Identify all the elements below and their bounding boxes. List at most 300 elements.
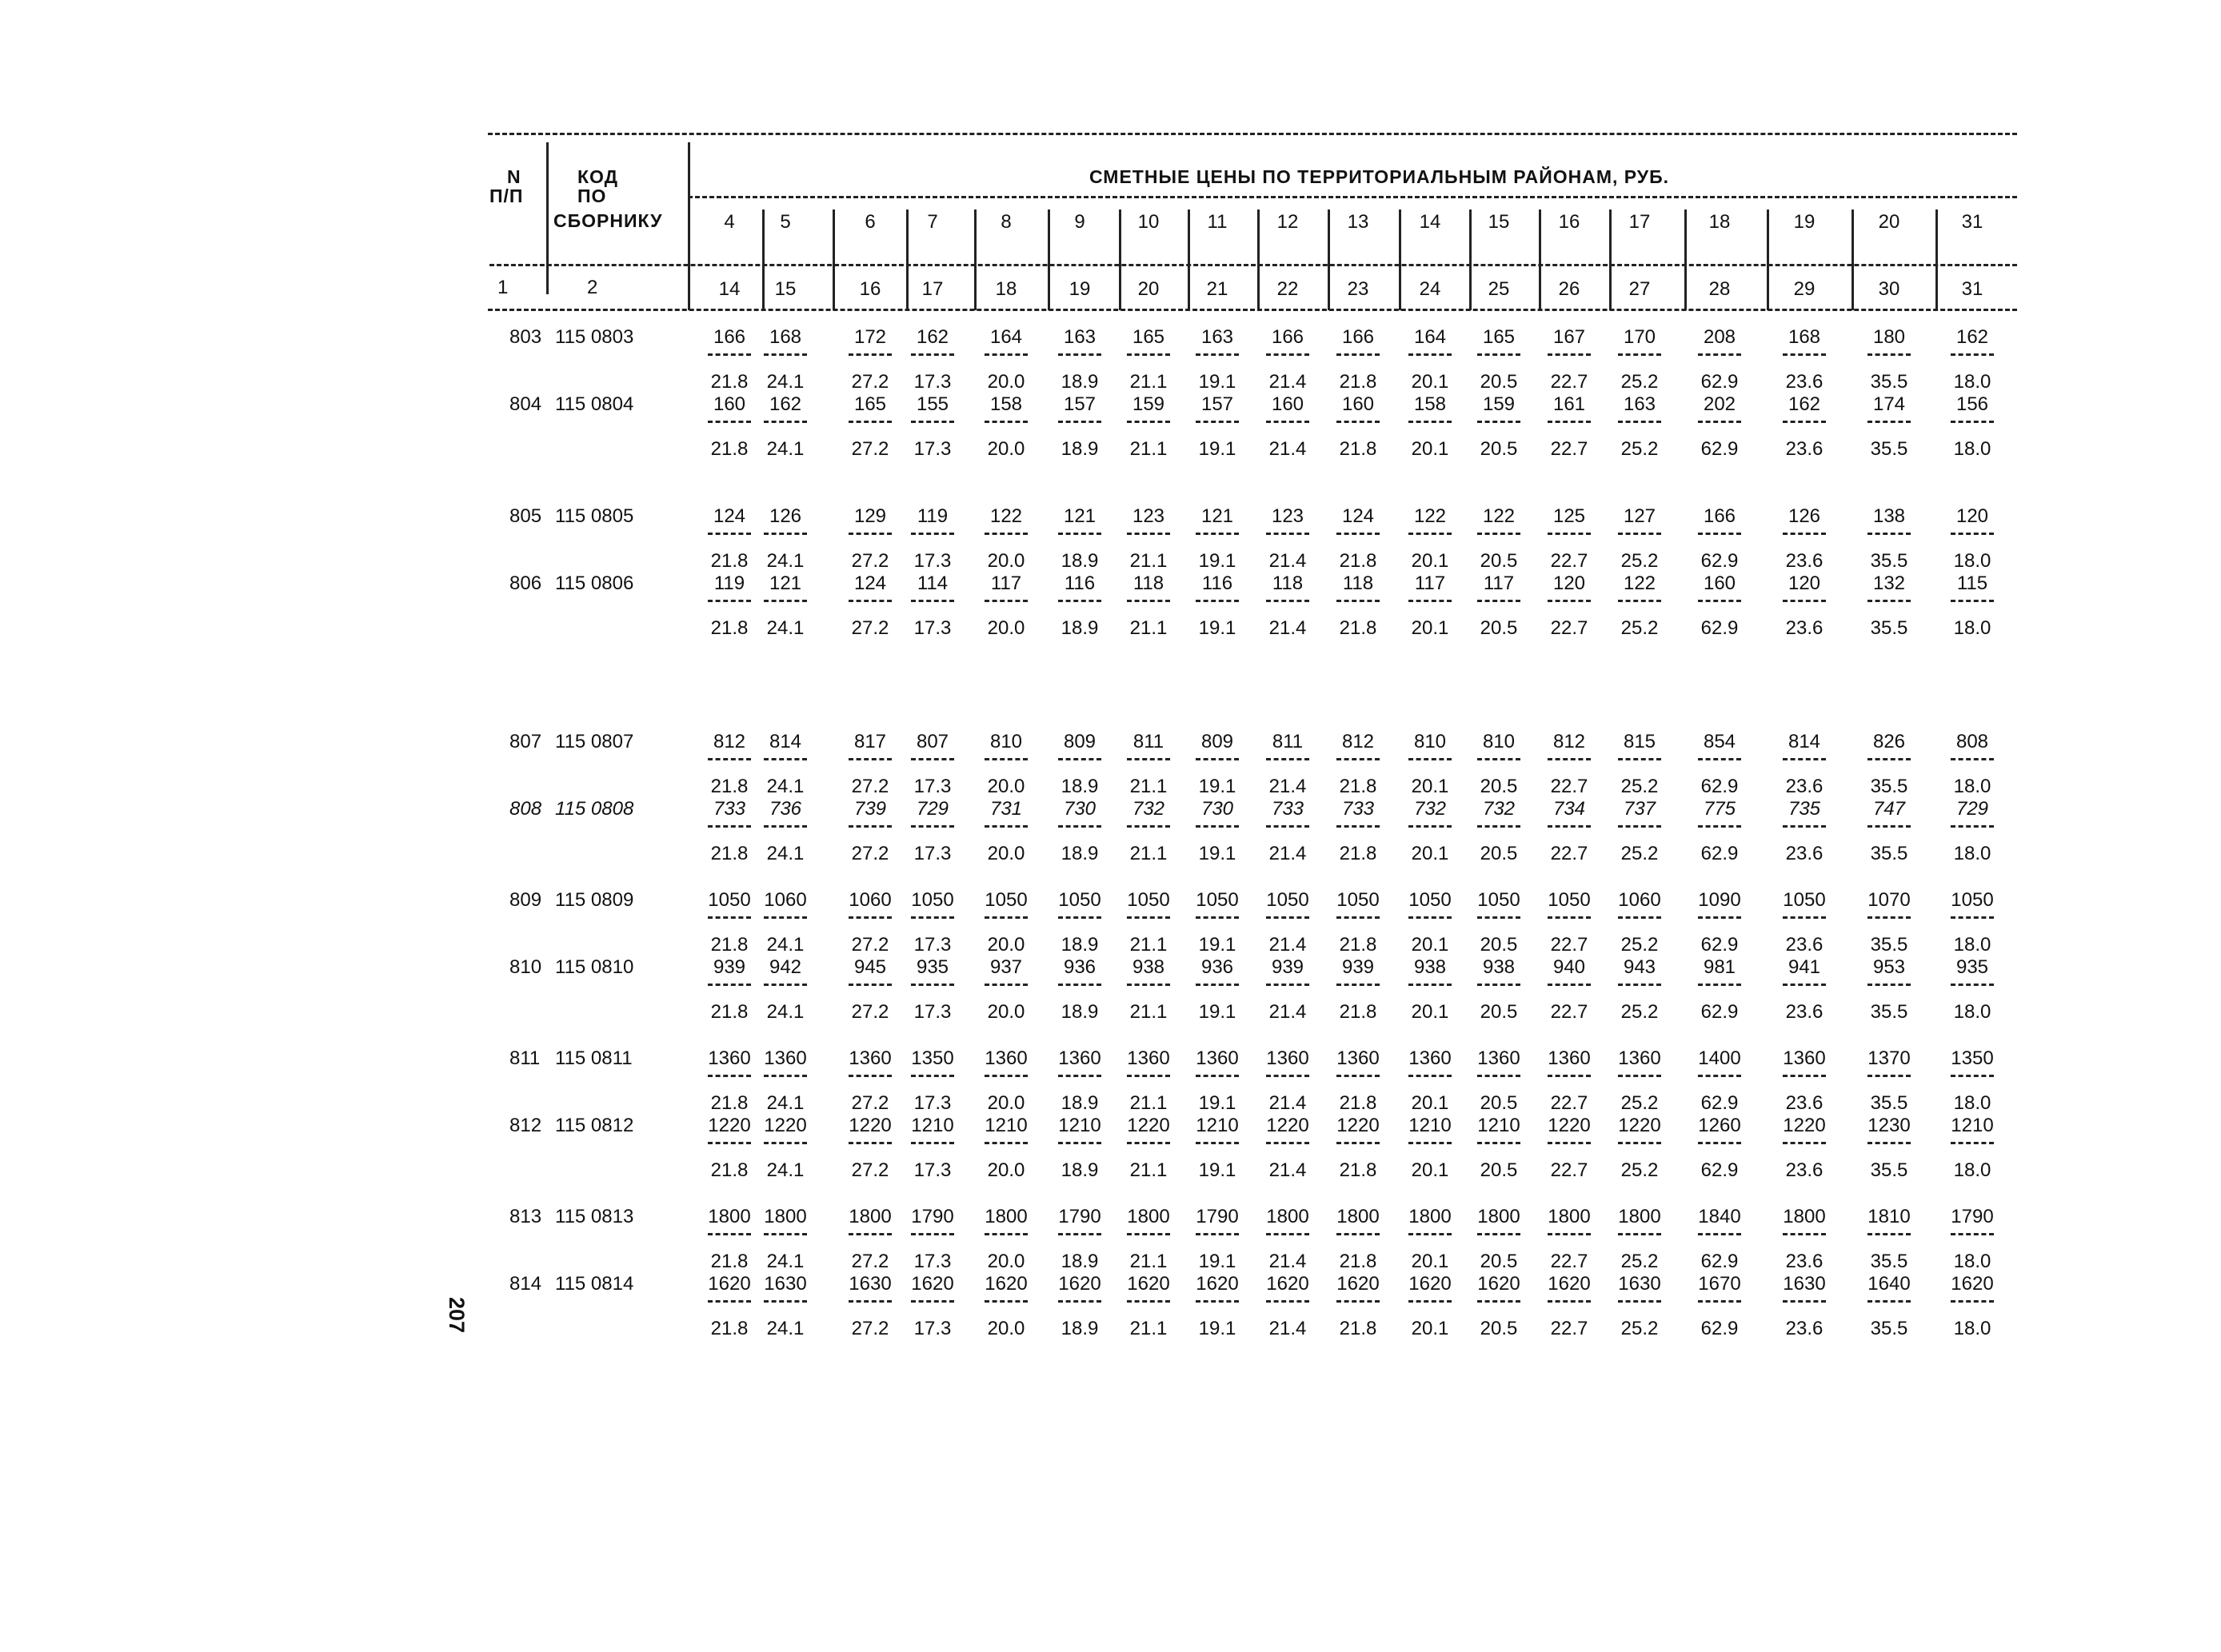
coefficient-cell: 35.5: [1870, 550, 1908, 572]
price-cell: 116: [1064, 573, 1096, 594]
fraction-bar: [708, 984, 751, 986]
coefficient-cell: 22.7: [1550, 1251, 1588, 1272]
coefficient-cell: 21.8: [1339, 438, 1377, 460]
fraction-bar: [1058, 353, 1101, 356]
fraction-bar: [985, 1300, 1028, 1303]
price-cell: 1210: [911, 1115, 954, 1136]
price-cell: 1800: [1618, 1206, 1661, 1227]
district-index: 27: [1628, 278, 1651, 300]
coefficient-cell: 20.5: [1480, 934, 1518, 956]
fraction-bar: [1698, 600, 1741, 602]
price-cell: 163: [1623, 393, 1656, 415]
fraction-bar: [1127, 1142, 1170, 1144]
district-index: 20: [1137, 278, 1160, 300]
coefficient-cell: 20.5: [1480, 843, 1518, 864]
coefficient-cell: 27.2: [851, 776, 889, 797]
price-cell: 814: [769, 731, 802, 752]
coefficient-cell: 17.3: [913, 1318, 952, 1339]
price-cell: 126: [1788, 505, 1821, 527]
price-cell: 1220: [1783, 1115, 1826, 1136]
fraction-bar: [1058, 984, 1101, 986]
coefficient-cell: 22.7: [1550, 550, 1588, 572]
fraction-bar: [1336, 600, 1380, 602]
coefficient-cell: 21.8: [1339, 1318, 1377, 1339]
index-rule: [489, 264, 2017, 266]
price-cell: 1790: [911, 1206, 954, 1227]
price-cell: 939: [1271, 956, 1304, 978]
row-number: 809: [509, 889, 542, 911]
coefficient-cell: 20.1: [1411, 617, 1449, 639]
coefficient-cell: 62.9: [1700, 550, 1739, 572]
price-cell: 166: [1341, 326, 1375, 348]
coefficient-cell: 21.1: [1129, 617, 1168, 639]
price-cell: 1620: [1058, 1273, 1101, 1295]
district-divider: [1767, 209, 1769, 310]
price-cell: 172: [853, 326, 887, 348]
coefficient-cell: 22.7: [1550, 1001, 1588, 1023]
price-cell: 1670: [1698, 1273, 1741, 1295]
coefficient-cell: 18.9: [1061, 371, 1099, 393]
coefficient-cell: 25.2: [1620, 438, 1659, 460]
header-bottom-rule: [488, 309, 2017, 311]
coefficient-cell: 25.2: [1620, 1251, 1659, 1272]
fraction-bar: [1698, 353, 1741, 356]
district-index: 31: [1961, 278, 1983, 300]
coefficient-cell: 35.5: [1870, 1318, 1908, 1339]
price-cell: 138: [1872, 505, 1906, 527]
price-cell: 940: [1552, 956, 1586, 978]
fraction-bar: [1867, 1075, 1911, 1077]
price-cell: 121: [1063, 505, 1097, 527]
district-number: 15: [1488, 211, 1510, 233]
coefficient-cell: 20.1: [1411, 843, 1449, 864]
coefficient-cell: 20.1: [1411, 550, 1449, 572]
price-cell: 938: [1413, 956, 1447, 978]
coefficient-cell: 21.1: [1129, 843, 1168, 864]
price-cell: 118: [1272, 573, 1304, 594]
coefficient-cell: 17.3: [913, 843, 952, 864]
fraction-bar: [1951, 984, 1994, 986]
price-cell: 1360: [1477, 1047, 1520, 1069]
coefficient-cell: 17.3: [913, 776, 952, 797]
fraction-bar: [1783, 1300, 1826, 1303]
row-number: 810: [509, 956, 542, 978]
coefficient-cell: 21.8: [710, 617, 749, 639]
coefficient-cell: 19.1: [1198, 550, 1236, 572]
fraction-bar: [1548, 916, 1591, 919]
price-cell: 161: [1552, 393, 1586, 415]
price-cell: 180: [1872, 326, 1906, 348]
price-cell: 1220: [1266, 1115, 1309, 1136]
table-title: СМЕТНЫЕ ЦЕНЫ ПО ТЕРРИТОРИАЛЬНЫМ РАЙОНАМ, РУБ.: [1089, 166, 1670, 187]
price-cell: 1630: [849, 1273, 892, 1295]
fraction-bar: [985, 916, 1028, 919]
fraction-bar: [1618, 600, 1661, 602]
price-cell: 937: [989, 956, 1023, 978]
price-cell: 729: [1955, 798, 1989, 820]
price-cell: 1810: [1867, 1206, 1911, 1227]
coefficient-cell: 21.1: [1129, 438, 1168, 460]
coefficient-cell: 20.5: [1480, 371, 1518, 393]
fraction-bar: [1408, 533, 1452, 535]
fraction-bar: [1127, 353, 1170, 356]
district-divider: [762, 209, 765, 310]
fraction-bar: [708, 533, 751, 535]
coefficient-cell: 27.2: [851, 843, 889, 864]
fraction-bar: [1867, 984, 1911, 986]
price-cell: 810: [1482, 731, 1516, 752]
price-cell: 1630: [764, 1273, 807, 1295]
fraction-bar: [1058, 600, 1101, 602]
fraction-bar: [1783, 916, 1826, 919]
coefficient-cell: 35.5: [1870, 371, 1908, 393]
price-cell: 127: [1623, 505, 1656, 527]
district-divider: [1469, 209, 1472, 310]
fraction-bar: [1548, 825, 1591, 828]
coefficient-cell: 62.9: [1700, 1092, 1739, 1114]
fraction-bar: [1698, 421, 1741, 423]
district-divider: [1851, 209, 1854, 310]
fraction-bar: [1867, 916, 1911, 919]
district-number: 14: [1419, 211, 1441, 233]
fraction-bar: [708, 1075, 751, 1077]
district-index: 18: [995, 278, 1017, 300]
coefficient-cell: 21.4: [1268, 1159, 1307, 1181]
fraction-bar: [849, 1233, 892, 1235]
coefficient-cell: 21.4: [1268, 1001, 1307, 1023]
price-cell: 114: [917, 573, 949, 594]
fraction-bar: [1951, 533, 1994, 535]
price-cell: 1060: [1618, 889, 1661, 911]
coefficient-cell: 24.1: [766, 371, 805, 393]
fraction-bar: [911, 1075, 954, 1077]
district-index: 19: [1069, 278, 1091, 300]
coefficient-cell: 23.6: [1785, 843, 1824, 864]
coefficient-cell: 20.0: [987, 1092, 1025, 1114]
price-cell: 812: [1552, 731, 1586, 752]
coefficient-cell: 35.5: [1870, 617, 1908, 639]
coefficient-cell: 62.9: [1700, 776, 1739, 797]
price-cell: 117: [990, 573, 1022, 594]
coefficient-cell: 20.0: [987, 934, 1025, 956]
fraction-bar: [1548, 1300, 1591, 1303]
price-cell: 157: [1063, 393, 1097, 415]
price-cell: 1090: [1698, 889, 1741, 911]
district-number: 12: [1276, 211, 1299, 233]
fraction-bar: [849, 1142, 892, 1144]
price-cell: 729: [916, 798, 949, 820]
coefficient-cell: 18.0: [1953, 1318, 1991, 1339]
price-cell: 1060: [764, 889, 807, 911]
district-number: 18: [1708, 211, 1731, 233]
coefficient-cell: 17.3: [913, 934, 952, 956]
coefficient-cell: 35.5: [1870, 1159, 1908, 1181]
coefficient-cell: 35.5: [1870, 843, 1908, 864]
price-cell: 808: [1955, 731, 1989, 752]
fraction-bar: [849, 600, 892, 602]
fraction-bar: [1867, 421, 1911, 423]
fraction-bar: [911, 533, 954, 535]
coefficient-cell: 27.2: [851, 1159, 889, 1181]
fraction-bar: [708, 916, 751, 919]
coefficient-cell: 18.9: [1061, 1159, 1099, 1181]
coefficient-cell: 20.1: [1411, 1092, 1449, 1114]
fraction-bar: [1408, 1142, 1452, 1144]
fraction-bar: [1266, 1300, 1309, 1303]
fraction-bar: [911, 1233, 954, 1235]
fraction-bar: [764, 1142, 807, 1144]
fraction-bar: [764, 421, 807, 423]
coefficient-cell: 23.6: [1785, 1001, 1824, 1023]
fraction-bar: [1336, 1075, 1380, 1077]
coefficient-cell: 25.2: [1620, 550, 1659, 572]
coefficient-cell: 20.1: [1411, 438, 1449, 460]
price-cell: 735: [1788, 798, 1821, 820]
price-cell: 1360: [1618, 1047, 1661, 1069]
fraction-bar: [1951, 353, 1994, 356]
coefficient-cell: 27.2: [851, 1251, 889, 1272]
fraction-bar: [1196, 1233, 1239, 1235]
header-divider: [546, 142, 549, 294]
fraction-bar: [1058, 421, 1101, 423]
coefficient-cell: 17.3: [913, 371, 952, 393]
district-divider: [1257, 209, 1260, 310]
coefficient-cell: 22.7: [1550, 1159, 1588, 1181]
fraction-bar: [708, 1300, 751, 1303]
coefficient-cell: 18.0: [1953, 843, 1991, 864]
coefficient-cell: 21.1: [1129, 1001, 1168, 1023]
coefficient-cell: 23.6: [1785, 776, 1824, 797]
coefficient-cell: 25.2: [1620, 776, 1659, 797]
coefficient-cell: 18.9: [1061, 1092, 1099, 1114]
fraction-bar: [1951, 825, 1994, 828]
fraction-bar: [1058, 1300, 1101, 1303]
coefficient-cell: 18.9: [1061, 617, 1099, 639]
fraction-bar: [1698, 984, 1741, 986]
price-cell: 1800: [1127, 1206, 1170, 1227]
coefficient-cell: 20.0: [987, 371, 1025, 393]
fraction-bar: [1867, 353, 1911, 356]
fraction-bar: [1196, 758, 1239, 760]
top-rule: [488, 133, 2017, 135]
price-cell: 1230: [1867, 1115, 1911, 1136]
coefficient-cell: 35.5: [1870, 1001, 1908, 1023]
fraction-bar: [1618, 825, 1661, 828]
fraction-bar: [1266, 421, 1309, 423]
coefficient-cell: 18.0: [1953, 1159, 1991, 1181]
price-cell: 174: [1872, 393, 1906, 415]
price-cell: 123: [1132, 505, 1165, 527]
coefficient-cell: 17.3: [913, 438, 952, 460]
price-cell: 1620: [1548, 1273, 1591, 1295]
coefficient-cell: 20.1: [1411, 371, 1449, 393]
price-cell: 1050: [1783, 889, 1826, 911]
fraction-bar: [764, 758, 807, 760]
fraction-bar: [985, 600, 1028, 602]
coefficient-cell: 35.5: [1870, 934, 1908, 956]
coefficient-cell: 62.9: [1700, 1159, 1739, 1181]
price-cell: 166: [713, 326, 746, 348]
district-number: 13: [1347, 211, 1369, 233]
coefficient-cell: 21.8: [710, 934, 749, 956]
price-cell: 124: [853, 573, 887, 594]
coefficient-cell: 21.1: [1129, 1251, 1168, 1272]
fraction-bar: [1196, 916, 1239, 919]
coefficient-cell: 62.9: [1700, 1251, 1739, 1272]
row-number: 804: [509, 393, 542, 415]
fraction-bar: [1951, 1142, 1994, 1144]
row-code: 115 0813: [555, 1206, 634, 1227]
coefficient-cell: 18.9: [1061, 934, 1099, 956]
price-cell: 158: [989, 393, 1023, 415]
fraction-bar: [1867, 1233, 1911, 1235]
coefficient-cell: 21.8: [1339, 776, 1377, 797]
district-number: 17: [1628, 211, 1651, 233]
fraction-bar: [1867, 1142, 1911, 1144]
fraction-bar: [985, 421, 1028, 423]
fraction-bar: [849, 1300, 892, 1303]
col-code-label-3: СБОРНИКУ: [553, 210, 663, 231]
fraction-bar: [1127, 533, 1170, 535]
coefficient-cell: 20.0: [987, 1251, 1025, 1272]
coefficient-cell: 35.5: [1870, 776, 1908, 797]
fraction-bar: [1196, 421, 1239, 423]
fraction-bar: [1196, 825, 1239, 828]
coefficient-cell: 22.7: [1550, 438, 1588, 460]
coefficient-cell: 62.9: [1700, 438, 1739, 460]
fraction-bar: [849, 421, 892, 423]
row-code: 115 0808: [555, 798, 634, 820]
district-divider: [1399, 209, 1401, 310]
price-cell: 1790: [1196, 1206, 1239, 1227]
fraction-bar: [1783, 758, 1826, 760]
coefficient-cell: 25.2: [1620, 371, 1659, 393]
district-divider: [1328, 209, 1330, 310]
price-cell: 981: [1703, 956, 1736, 978]
fraction-bar: [1058, 1142, 1101, 1144]
fraction-bar: [1867, 758, 1911, 760]
price-cell: 1210: [1951, 1115, 1994, 1136]
coefficient-cell: 19.1: [1198, 371, 1236, 393]
fraction-bar: [1336, 353, 1380, 356]
fraction-bar: [1408, 600, 1452, 602]
price-cell: 166: [1703, 505, 1736, 527]
price-cell: 732: [1413, 798, 1447, 820]
coefficient-cell: 25.2: [1620, 843, 1659, 864]
price-cell: 826: [1872, 731, 1906, 752]
coefficient-cell: 22.7: [1550, 371, 1588, 393]
price-cell: 1800: [764, 1206, 807, 1227]
price-cell: 811: [1132, 731, 1164, 752]
price-cell: 1050: [1408, 889, 1452, 911]
price-cell: 1620: [1408, 1273, 1452, 1295]
price-cell: 939: [713, 956, 746, 978]
coefficient-cell: 20.0: [987, 1318, 1025, 1339]
fraction-bar: [1867, 825, 1911, 828]
price-cell: 730: [1200, 798, 1234, 820]
header-divider: [688, 142, 690, 310]
fraction-bar: [1336, 1142, 1380, 1144]
district-divider: [974, 209, 977, 310]
price-cell: 166: [1271, 326, 1304, 348]
page-number: 207: [445, 1297, 469, 1334]
coefficient-cell: 24.1: [766, 1251, 805, 1272]
row-number: 806: [509, 573, 542, 594]
fraction-bar: [1336, 984, 1380, 986]
fraction-bar: [1548, 1233, 1591, 1235]
coefficient-cell: 21.8: [710, 1159, 749, 1181]
price-cell: 1210: [1196, 1115, 1239, 1136]
price-cell: 732: [1132, 798, 1165, 820]
price-cell: 122: [1482, 505, 1516, 527]
price-cell: 935: [1955, 956, 1989, 978]
price-cell: 1630: [1618, 1273, 1661, 1295]
price-cell: 953: [1872, 956, 1906, 978]
district-divider: [906, 209, 909, 310]
district-index: 29: [1793, 278, 1816, 300]
price-cell: 814: [1788, 731, 1821, 752]
index-col-2: 2: [587, 277, 598, 298]
coefficient-cell: 20.1: [1411, 1159, 1449, 1181]
fraction-bar: [1266, 533, 1309, 535]
fraction-bar: [1266, 984, 1309, 986]
coefficient-cell: 19.1: [1198, 843, 1236, 864]
price-cell: 1360: [1196, 1047, 1239, 1069]
fraction-bar: [1618, 984, 1661, 986]
fraction-bar: [1548, 533, 1591, 535]
row-number: 807: [509, 731, 542, 752]
coefficient-cell: 21.4: [1268, 934, 1307, 956]
fraction-bar: [1266, 1142, 1309, 1144]
price-cell: 1050: [1196, 889, 1239, 911]
fraction-bar: [985, 1233, 1028, 1235]
fraction-bar: [1951, 421, 1994, 423]
district-index: 25: [1488, 278, 1510, 300]
fraction-bar: [708, 758, 751, 760]
coefficient-cell: 23.6: [1785, 371, 1824, 393]
district-index: 21: [1206, 278, 1228, 300]
fraction-bar: [1548, 1142, 1591, 1144]
fraction-bar: [1196, 533, 1239, 535]
price-cell: 126: [769, 505, 802, 527]
coefficient-cell: 22.7: [1550, 776, 1588, 797]
coefficient-cell: 21.8: [1339, 617, 1377, 639]
price-cell: 164: [989, 326, 1023, 348]
price-cell: 1220: [1336, 1115, 1380, 1136]
price-cell: 1620: [1127, 1273, 1170, 1295]
price-cell: 733: [1271, 798, 1304, 820]
price-cell: 1210: [1408, 1115, 1452, 1136]
coefficient-cell: 18.9: [1061, 550, 1099, 572]
price-cell: 121: [769, 573, 802, 594]
price-cell: 1260: [1698, 1115, 1741, 1136]
coefficient-cell: 18.0: [1953, 776, 1991, 797]
price-cell: 162: [1955, 326, 1989, 348]
district-divider: [1119, 209, 1121, 310]
fraction-bar: [985, 825, 1028, 828]
price-cell: 936: [1200, 956, 1234, 978]
fraction-bar: [911, 421, 954, 423]
coefficient-cell: 27.2: [851, 550, 889, 572]
coefficient-cell: 22.7: [1550, 617, 1588, 639]
price-cell: 733: [1341, 798, 1375, 820]
price-cell: 156: [1955, 393, 1989, 415]
fraction-bar: [1196, 1300, 1239, 1303]
price-cell: 732: [1482, 798, 1516, 820]
district-number: 31: [1961, 211, 1983, 233]
coefficient-cell: 18.0: [1953, 1092, 1991, 1114]
price-cell: 1220: [764, 1115, 807, 1136]
